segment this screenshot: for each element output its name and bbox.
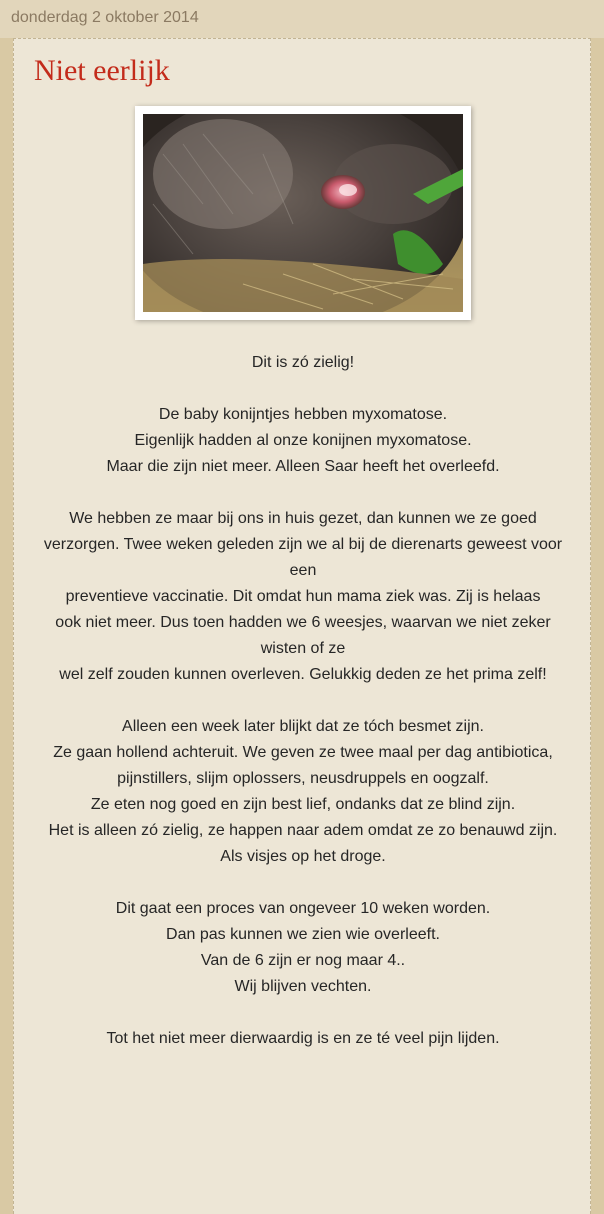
post-text-line: ook niet meer. Dus toen hadden we 6 weesjes, waarvan we niet zeker wisten of ze bbox=[55, 614, 551, 657]
post-paragraph bbox=[34, 1026, 572, 1052]
post-text-line: Dit is zó zielig! bbox=[251, 354, 355, 371]
post-image-frame[interactable] bbox=[135, 106, 471, 320]
post-text-line: We hebben ze maar bij ons in huis gezet, dan kunnen we ze goed verzorgen. Twee weken geleden zijn we al bij de dierenarts geweest voor een bbox=[43, 510, 563, 579]
post-date: donderdag 2 oktober 2014 bbox=[11, 9, 199, 26]
post-text-line: pijnstillers, slijm oplossers, neusdruppels en oogzalf. bbox=[117, 770, 489, 787]
post-title[interactable]: Niet eerlijk bbox=[34, 54, 170, 87]
post-text-line: Dan pas kunnen we zien wie overleeft. bbox=[166, 926, 440, 943]
post-image[interactable] bbox=[143, 114, 463, 312]
post-paragraph bbox=[34, 506, 572, 688]
post-paragraph bbox=[34, 402, 572, 480]
post-paragraph bbox=[34, 714, 572, 870]
blog-post bbox=[13, 38, 591, 1214]
post-text-line: Ze eten nog goed en zijn best lief, ondanks dat ze blind zijn. bbox=[90, 796, 516, 813]
post-text-line: Ze gaan hollend achteruit. We geven ze twee maal per dag antibiotica, bbox=[53, 744, 553, 761]
post-text-line: preventieve vaccinatie. Dit omdat hun mama ziek was. Zij is helaas bbox=[65, 588, 541, 605]
post-text-line: Als visjes op het droge. bbox=[220, 848, 386, 865]
date-header bbox=[0, 0, 604, 38]
post-text-line: Wij blijven vechten. bbox=[234, 978, 372, 995]
post-text-line: Alleen een week later blijkt dat ze tóch besmet zijn. bbox=[122, 718, 484, 735]
post-text-line: Dit gaat een proces van ongeveer 10 weken worden. bbox=[115, 900, 491, 917]
post-text-line: wel zelf zouden kunnen overleven. Gelukkig deden ze het prima zelf! bbox=[59, 666, 547, 683]
post-paragraph bbox=[34, 896, 572, 1000]
post-text-line: Het is alleen zó zielig, ze happen naar adem omdat ze zo benauwd zijn. bbox=[48, 822, 558, 839]
post-text-line: De baby konijntjes hebben myxomatose. bbox=[158, 406, 448, 423]
post-text-line: Maar die zijn niet meer. Alleen Saar heeft het overleefd. bbox=[106, 458, 500, 475]
post-text-line: Eigenlijk hadden al onze konijnen myxomatose. bbox=[134, 432, 472, 449]
post-paragraph bbox=[34, 350, 572, 376]
post-text-line: Tot het niet meer dierwaardig is en ze té veel pijn lijden. bbox=[106, 1030, 500, 1047]
post-text-line: Van de 6 zijn er nog maar 4.. bbox=[200, 952, 406, 969]
post-body bbox=[34, 350, 572, 1078]
